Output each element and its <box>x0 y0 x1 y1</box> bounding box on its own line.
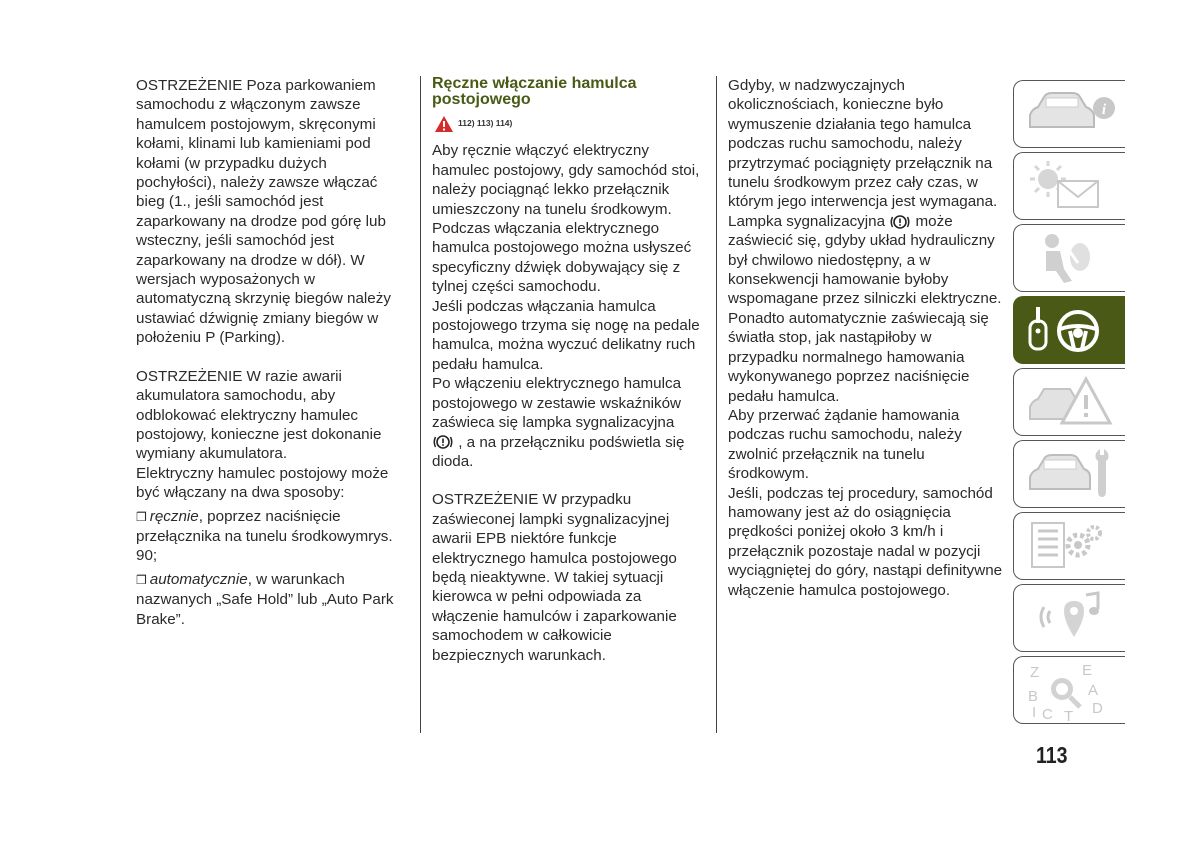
tab-technical-data[interactable] <box>1013 512 1125 580</box>
bullet-checkbox-icon: ❒ <box>136 572 147 587</box>
tab-lights-messages[interactable] <box>1013 152 1125 220</box>
svg-text:T: T <box>1064 708 1074 725</box>
paragraph-manual-engage: Aby ręcznie włączyć elektryczny hamulec postojowy, gdy samochód stoi, należy pociągnąć lekko przełącznik umieszczony na tunelu środkowym. Podczas włączania elektrycznego hamulca postojowego można usłyszeć specyficzny dźwięk dobywający się z tylnej części samochodu. <box>432 142 700 296</box>
chapter-tabs <box>1013 80 1125 728</box>
tab-multimedia[interactable] <box>1013 584 1125 652</box>
brake-warning-lamp-icon <box>889 214 911 230</box>
column-divider <box>420 76 421 733</box>
column-divider <box>716 76 717 733</box>
svg-text:A: A <box>1088 682 1099 699</box>
paragraph-warning-light-text-a: Po włączeniu elektrycznego hamulca postojowego w zestawie wskaźników zaświeca się lampka sygnalizacyjna <box>432 375 682 432</box>
tab-car-info[interactable] <box>1013 80 1125 148</box>
svg-text:C: C <box>1042 706 1053 723</box>
paragraph-lamp-hydraulic-text-b: może zaświecić się, gdyby układ hydrauliczny był chwilowo niedostępny, a w konsekwencji hamowanie byłoby wspomagane przez silniczki elektryczne. <box>728 212 1002 308</box>
list-item-automatic-term: automatycznie <box>149 570 248 588</box>
warning-references <box>434 114 704 133</box>
paragraph-warning-light <box>432 374 704 471</box>
paragraph-modes-intro: Elektryczny hamulec postojowy może być włączany na dwa sposoby: <box>136 464 389 502</box>
svg-text:B: B <box>1028 688 1039 705</box>
paragraph-lamp-hydraulic <box>728 212 1003 309</box>
text-column-3 <box>728 76 1003 600</box>
car-info-icon <box>1024 85 1120 143</box>
paragraph-dynamic-braking: Gdyby, w nadzwyczajnych okolicznościach, konieczne było wymuszenie działania tego hamulca podczas ruchu samochodu, należy przytrzymać pociągnięty przełącznik na tunelu środkowym przez cały czas, w którym jego interwencja jest wymagana. <box>728 77 998 211</box>
list-item-manual <box>136 507 408 566</box>
text-column-2 <box>432 76 704 665</box>
tab-safety[interactable] <box>1013 224 1125 292</box>
svg-text:i: i <box>1101 102 1107 118</box>
warning-paragraph-battery: OSTRZEŻENIE W razie awarii akumulatora samochodu, aby odblokować elektryczny hamulec postojowy, konieczne jest dokonanie wymiany akumulatora. <box>136 367 382 463</box>
alphabet-index-icon <box>1024 661 1120 725</box>
paragraph-stop-lights: Ponadto automatycznie zaświecają się światła stop, jak nastąpiłoby w przypadku normalnego hamowania wykonywanego poprzez naciśnięcie pedału hamulca. <box>728 309 989 405</box>
svg-text:D: D <box>1092 700 1103 717</box>
warning-paragraph-epb: OSTRZEŻENIE W przypadku zaświeconej lampki sygnalizacyjnej awarii EPB niektóre funkcje elektrycznego hamulca postojowego będą nieaktywne. W takiej sytuacji kierowca w pełni odpowiada za włączenie hamulców i zaparkowanie samochodem w całkowicie bezpiecznych warunkach. <box>432 491 677 664</box>
paragraph-pedal-feel: Jeśli podczas włączania hamulca postojowego trzyma się nogę na pedale hamulca, można wyczuć delikatny ruch pedału hamulca. <box>432 297 700 373</box>
paragraph-lamp-hydraulic-text-a: Lampka sygnalizacyjna <box>728 212 886 230</box>
brake-warning-lamp-icon <box>432 434 454 450</box>
media-navigation-icon <box>1024 589 1120 647</box>
section-heading: Ręczne włączanie hamulca postojowego <box>432 75 637 108</box>
tab-index[interactable] <box>1013 656 1125 724</box>
warning-reference-numbers: 112) 113) 114) <box>458 118 513 128</box>
svg-text:I: I <box>1032 704 1037 721</box>
tab-warnings-emergency[interactable] <box>1013 368 1125 436</box>
svg-text:Z: Z <box>1030 664 1040 681</box>
page-number: 113 <box>1036 742 1068 768</box>
warning-triangle-icon <box>434 115 454 133</box>
text-column-1 <box>136 76 408 629</box>
list-gears-icon <box>1024 517 1120 575</box>
tab-maintenance[interactable] <box>1013 440 1125 508</box>
paragraph-warning-light-text-b: , a na przełączniku podświetla się dioda. <box>432 433 685 470</box>
sun-envelope-icon <box>1024 157 1120 215</box>
paragraph-definitive-engage: Jeśli, podczas tej procedury, samochód hamowany jest aż do osiągnięcia prędkości poniżej około 3 km/h i przełącznik pozostaje nadal w pozycji wyciągniętej do góry, nastąpi definitywne włączenie hamulca postojowego. <box>728 484 1003 599</box>
list-item-manual-term: ręcznie <box>149 507 199 525</box>
airbag-passenger-icon <box>1024 229 1120 287</box>
warning-paragraph-parking: OSTRZEŻENIE Poza parkowaniem samochodu z włączonym zawsze hamulcem postojowym, skręconymi kołami, klinami lub kamieniami pod kołami (w przypadku dużych pochyłości), należy zawsze włączać bieg (1., jeśli samochód jest zaparkowany na drodze pod górę lub wsteczny, jeśli samochód jest zaparkowany na drodze w dół). W wersjach wyposażonych w automatyczną skrzynię biegów należy ustawiać dźwignię zmiany biegów w położeniu P (Parking). <box>136 77 391 347</box>
bullet-checkbox-icon: ❒ <box>136 509 147 524</box>
paragraph-interrupt: Aby przerwać żądanie hamowania podczas ruchu samochodu, należy zwolnić przełącznik na tunelu środkowym. <box>728 406 962 483</box>
list-item-manual-text: , poprzez naciśnięcie przełącznika na tunelu środkowymrys. 90; <box>136 507 393 565</box>
list-item-automatic <box>136 570 408 629</box>
svg-text:E: E <box>1082 662 1093 679</box>
list-item-automatic-text: , w warunkach nazwanych „Safe Hold” lub „Auto Park Brake”. <box>136 570 394 628</box>
key-steering-wheel-icon <box>1024 301 1120 359</box>
car-wrench-icon <box>1024 445 1120 503</box>
tab-starting-driving[interactable] <box>1013 296 1125 364</box>
car-warning-triangle-icon <box>1024 373 1120 431</box>
